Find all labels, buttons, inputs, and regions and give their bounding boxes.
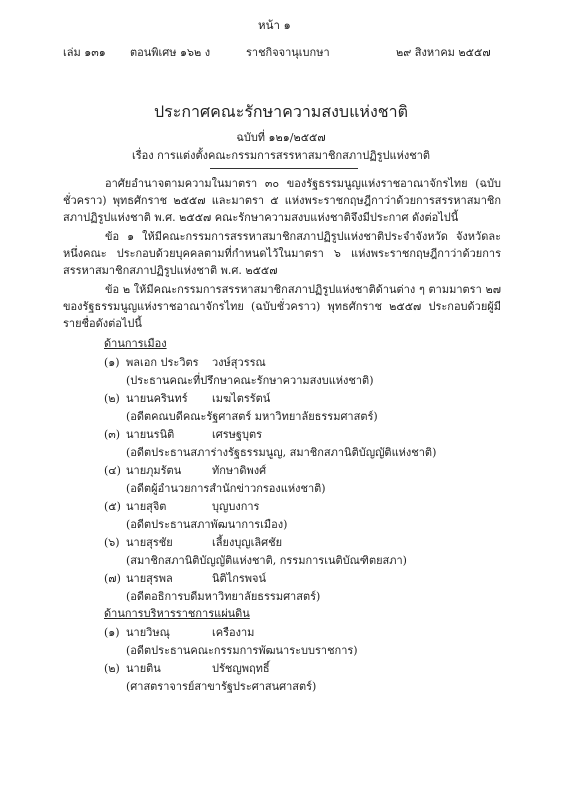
announcement-number: ฉบับที่ ๑๒๑/๒๕๕๗ — [236, 131, 326, 144]
member-last-name: วงษ์สุวรรณ — [212, 356, 266, 369]
member-first-name: พลเอก ประวิตร — [126, 356, 199, 369]
member-number: (๒) — [104, 392, 120, 405]
section-heading-politics: ด้านการเมือง — [104, 337, 167, 350]
member-note: (อดีตผู้อำนวยการสำนักข่าวกรองแห่งชาติ) — [126, 482, 326, 495]
member-first-name: นายสุจิต — [126, 500, 167, 513]
member-last-name: เศรษฐบุตร — [212, 428, 263, 441]
member-note: (อดีตคณบดีคณะรัฐศาสตร์ มหาวิทยาลัยธรรมศาสตร์) — [126, 410, 378, 423]
section-heading-administration: ด้านการบริหารราชการแผ่นดิน — [104, 607, 250, 620]
member-first-name: นายติน — [126, 662, 161, 675]
page-number: หน้า ๑ — [258, 18, 291, 32]
member-number: (๒) — [104, 662, 120, 675]
member-first-name: นายภุมรัตน — [126, 464, 182, 477]
member-note: (สมาชิกสภานิติบัญญัติแห่งชาติ, กรรมการเนติบัณฑิตยสภา) — [126, 554, 407, 567]
preamble-paragraph: อาศัยอำนาจตามความในมาตรา ๓๐ ของรัฐธรรมนูญแห่งราชอาณาจักรไทย (ฉบับชั่วคราว) พุทธศักราช ๒๕๕๗ และมาตรา ๕ แห่งพระราชกฤษฎีกาว่าด้วยการสรรหาสมาชิกสภาปฏิรูปแห่งชาติ พ.ศ. ๒๕๕๗ คณะรักษาความสงบแห่งชาติจึงมีประกาศ ดังต่อไปนี้ — [63, 177, 501, 224]
gazette-section: ตอนพิเศษ ๑๖๒ ง — [130, 46, 211, 59]
member-number: (๔) — [104, 464, 121, 477]
member-number: (๑) — [104, 626, 120, 639]
member-number: (๕) — [104, 500, 121, 513]
member-note: (ประธานคณะที่ปรึกษาคณะรักษาความสงบแห่งชาติ) — [126, 374, 374, 387]
member-note: (อดีตประธานสภาร่างรัฐธรรมนูญ, สมาชิกสภานิติบัญญัติแห่งชาติ) — [126, 446, 437, 459]
member-first-name: นายนรนิติ — [126, 428, 175, 441]
title-divider — [210, 168, 358, 169]
member-note: (ศาสตราจารย์สาขารัฐประศาสนศาสตร์) — [126, 680, 317, 693]
member-note: (อดีตประธานคณะกรรมการพัฒนาระบบราชการ) — [126, 644, 358, 657]
member-note: (อดีตอธิการบดีมหาวิทยาลัยธรรมศาสตร์) — [126, 590, 321, 603]
member-note: (อดีตประธานสภาพัฒนาการเมือง) — [126, 518, 288, 531]
member-first-name: นายนครินทร์ — [126, 392, 188, 405]
member-last-name: ทักษาดิพงศ์ — [212, 464, 267, 477]
announcement-subject: เรื่อง การแต่งตั้งคณะกรรมการสรรหาสมาชิกสภาปฏิรูปแห่งชาติ — [131, 149, 431, 162]
member-last-name: นิติไกรพจน์ — [212, 572, 266, 585]
member-last-name: เครืองาม — [212, 626, 255, 639]
member-last-name: ปรัชญพฤทธิ์ — [212, 662, 270, 675]
member-last-name: เมฆไตรรัตน์ — [212, 392, 271, 405]
clause-1-paragraph: ข้อ ๑ ให้มีคณะกรรมการสรรหาสมาชิกสภาปฏิรูปแห่งชาติประจำจังหวัด จังหวัดละหนึ่งคณะ ประกอบด้วยบุคคลตามที่กำหนดไว้ในมาตรา ๖ แห่งพระราชกฤษฎีกาว่าด้วยการสรรหาสมาชิกสภาปฏิรูปแห่งชาติ พ.ศ. ๒๕๕๗ — [63, 230, 501, 277]
clause-2-paragraph: ข้อ ๒ ให้มีคณะกรรมการสรรหาสมาชิกสภาปฏิรูปแห่งชาติด้านต่าง ๆ ตามมาตรา ๒๗ ของรัฐธรรมนูญแห่งราชอาณาจักรไทย (ฉบับชั่วคราว) พุทธศักราช ๒๕๕๗ ประกอบด้วยผู้มีรายชื่อดังต่อไปนี้ — [63, 283, 501, 330]
member-last-name: บุญบงการ — [212, 500, 260, 513]
gazette-name: ราชกิจจานุเบกษา — [246, 46, 330, 59]
gazette-volume: เล่ม ๑๓๑ — [63, 46, 106, 59]
member-first-name: นายสุรชัย — [126, 536, 173, 549]
member-first-name: นายวิษณุ — [126, 626, 170, 639]
member-first-name: นายสุรพล — [126, 572, 173, 585]
member-last-name: เลี้ยงบุญเลิศชัย — [212, 536, 283, 549]
member-number: (๑) — [104, 356, 120, 369]
member-number: (๗) — [104, 572, 121, 585]
announcement-title: ประกาศคณะรักษาความสงบแห่งชาติ — [154, 102, 408, 121]
gazette-date: ๒๙ สิงหาคม ๒๕๕๗ — [396, 46, 491, 59]
member-number: (๖) — [104, 536, 120, 549]
member-number: (๓) — [104, 428, 121, 441]
